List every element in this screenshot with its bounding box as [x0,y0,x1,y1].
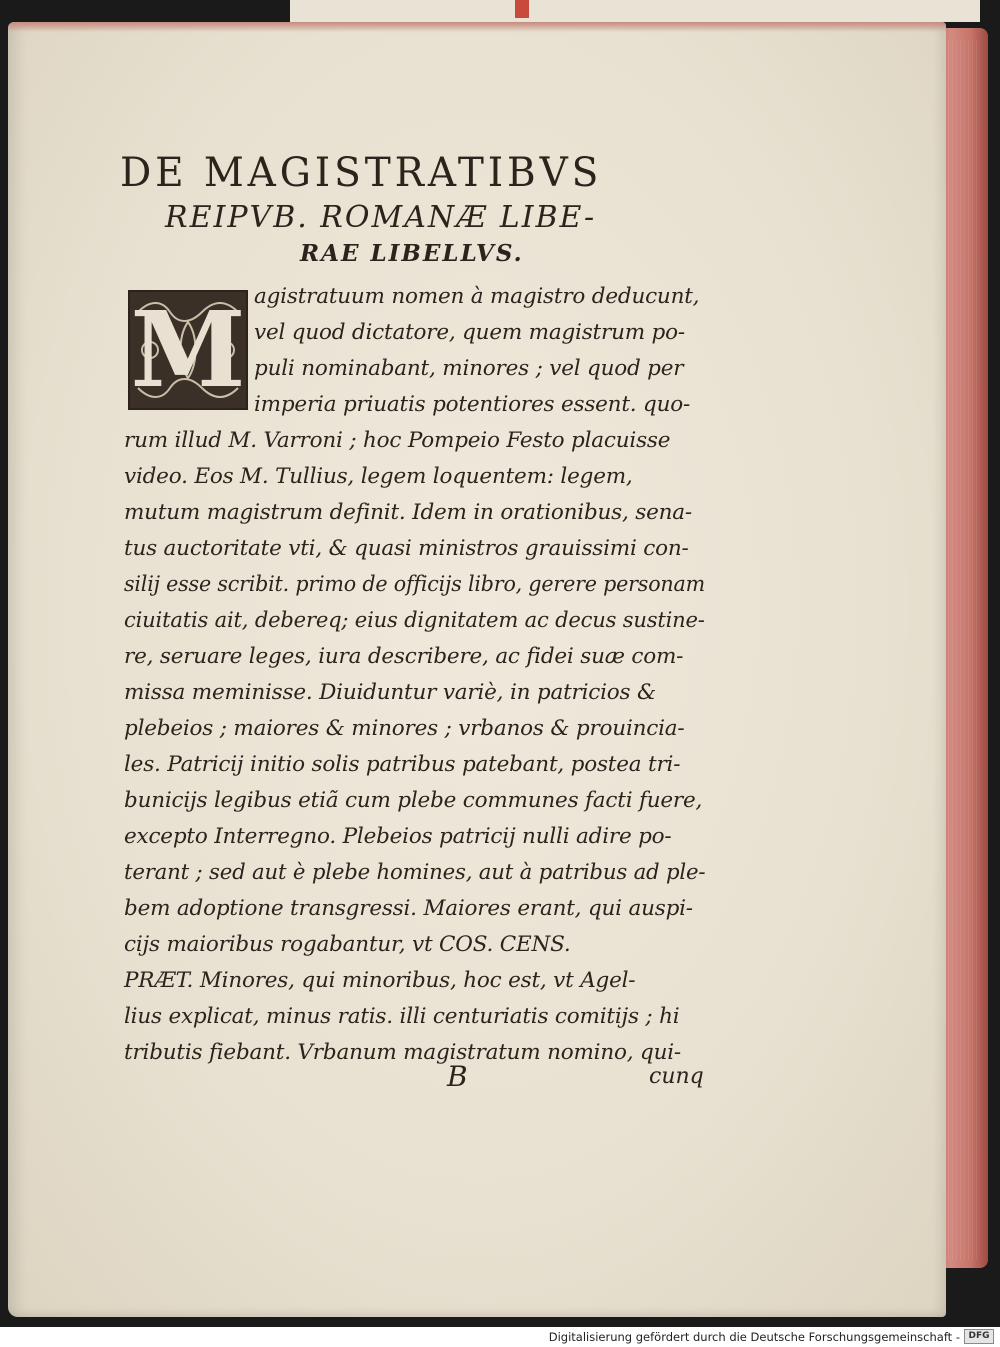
text-line: plebeios ; maiores & minores ; vrbanos & prouincia- [124,716,685,741]
book-fore-edge-texture [944,40,980,1260]
text-line: imperia priuatis potentiores essent. quo- [254,392,691,417]
text-line: cijs maioribus rogabantur, vt COS. CENS. [124,932,571,957]
text-line: tus auctoritate vti, & quasi ministros grauissimi con- [124,536,689,561]
decorated-initial [128,290,248,410]
page-subtitle: REIPVB. ROMANÆ LIBE- [165,200,597,235]
text-line: bem adoptione transgressi. Maiores erant, qui auspi- [124,896,693,921]
initial-letter: M [130,288,246,411]
text-line: lius explicat, minus ratis. illi centuriatis comitijs ; hi [124,1004,680,1029]
text-line: PRÆT. Minores, qui minoribus, hoc est, vt Agel- [124,968,636,993]
text-line: excepto Interregno. Plebeios patricij nulli adire po- [124,824,672,849]
signature-mark: B [447,1060,468,1093]
text-line: missa meminisse. Diuiduntur variè, in patricios & [124,680,656,705]
text-line: agistratuum nomen à magistro deducunt, [254,284,700,309]
funding-credit: Digitalisierung gefördert durch die Deutsche Forschungsgemeinschaft - [548,1330,960,1344]
text-line: puli nominabant, minores ; vel quod per [254,356,684,381]
footer-bar [0,1327,1000,1347]
text-line: tributis fiebant. Vrbanum magistratum nomino, qui- [124,1040,681,1065]
text-line: video. Eos M. Tullius, legem loquentem: legem, [124,464,633,489]
page-title: DE MAGISTRATIBVS [120,150,603,196]
text-line: vel quod dictatore, quem magistrum po- [254,320,685,345]
text-line: rum illud M. Varroni ; hoc Pompeio Festo placuisse [124,428,671,453]
text-line: terant ; sed aut è plebe homines, aut à patribus ad ple- [124,860,706,885]
dfg-logo-icon: DFG [964,1329,994,1344]
text-line: ciuitatis ait, debereq; eius dignitatem ac decus sustine- [124,608,705,633]
page-top-shadow [8,22,946,32]
page-edge-top [290,0,980,22]
page-subtitle-continued: RAE LIBELLVS. [300,240,524,267]
text-line: mutum magistrum definit. Idem in orationibus, sena- [124,500,692,525]
text-line: silij esse scribit. primo de officijs libro, gerere personam [124,572,705,597]
text-line: bunicijs legibus etiã cum plebe communes facti fuere, [124,788,703,813]
text-line: les. Patricij initio solis patribus patebant, postea tri- [124,752,681,777]
text-line: re, seruare leges, iura describere, ac fidei suæ com- [124,644,684,669]
red-bookmark [515,0,529,18]
catchword: cunq [649,1064,704,1089]
